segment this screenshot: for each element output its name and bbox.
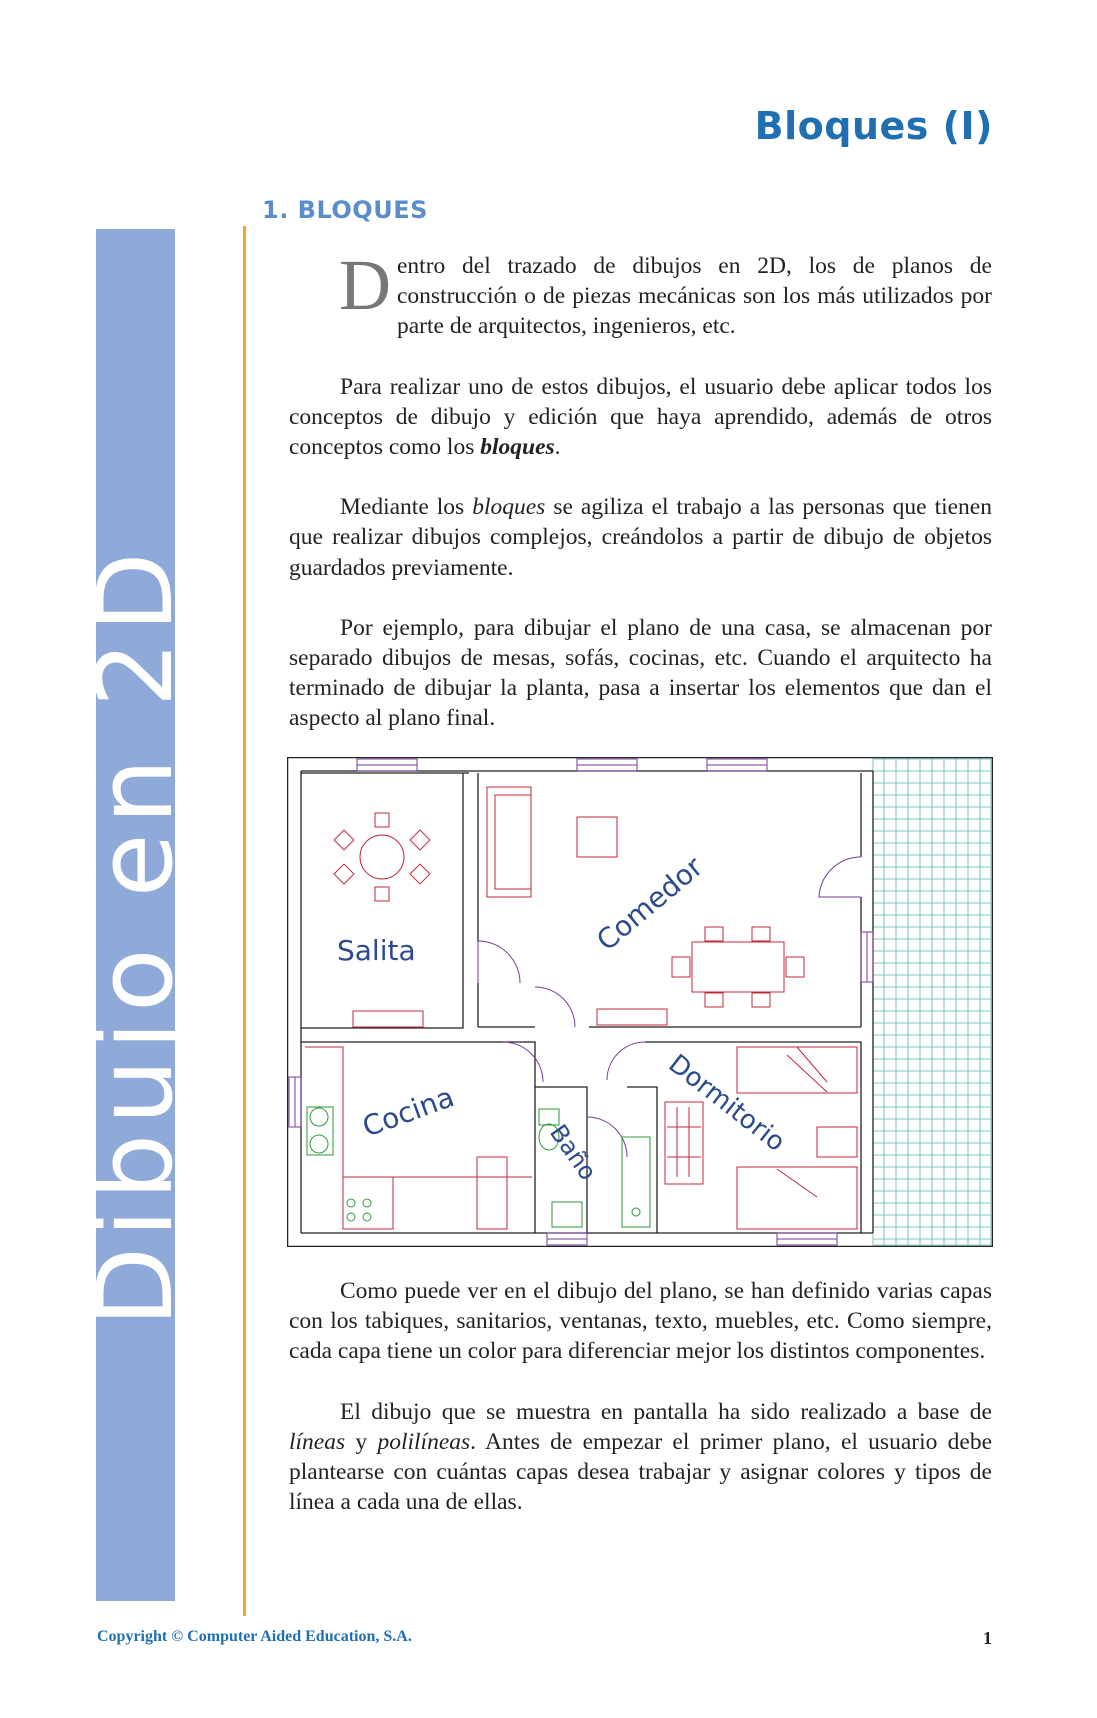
- page-title: Bloques (I): [754, 104, 993, 148]
- section-heading: 1. BLOQUES: [262, 196, 428, 224]
- label-salita: Salita: [337, 934, 416, 967]
- paragraph-4: Por ejemplo, para dibujar el plano de una casa, se almacenan por separado dibujos de mesas, sofás, cocinas, etc. Cuando el arquitecto ha terminado de dibujar la planta, pasa a insertar los elementos que dan el aspecto al plano final.: [289, 614, 992, 732]
- vertical-rule: [243, 226, 246, 1616]
- paragraph-3: Mediante los bloques se agiliza el trabajo a las personas que tienen que realizar dibujos complejos, creándolos a partir de dibujo de objetos guardados previamente.: [289, 494, 992, 581]
- body-text-bottom: [289, 1276, 992, 1547]
- paragraph-5: Como puede ver en el dibujo del plano, se han definido varias capas con los tabiques, sanitarios, ventanas, texto, muebles, etc. Como siempre, cada capa tiene un color para diferenciar mejor los distintos componentes.: [289, 1278, 992, 1365]
- paragraph-6: El dibujo que se muestra en pantalla ha sido realizado a base de líneas y polilíneas. Antes de empezar el primer plano, el usuario debe plantearse con cuántas capas desea trabajar y asignar colores y tipos de línea a cada una de ellas.: [289, 1398, 992, 1516]
- paragraph-2: Para realizar uno de estos dibujos, el usuario debe aplicar todos los conceptos de dibujo y edición que haya aprendido, además de otros conceptos como los bloques.: [289, 373, 992, 461]
- page-number: 1: [983, 1628, 992, 1648]
- terrace-grid: [873, 759, 991, 1245]
- room-labels: [337, 850, 790, 1186]
- label-dormitorio: Dormitorio: [662, 1048, 791, 1158]
- floor-plan-drawing: [287, 757, 993, 1247]
- drop-cap: D: [339, 245, 391, 325]
- paragraph-1: Dentro del trazado de dibujos en 2D, los de planos de construcción o de piezas mecánicas son los más utilizados por parte de arquitectos, ingenieros, etc.: [339, 245, 992, 340]
- label-comedor: Comedor: [590, 850, 710, 958]
- sidebar-vertical-title: Dibujo en 2D: [74, 543, 196, 1327]
- label-bano: Baño: [544, 1119, 603, 1186]
- label-cocina: Cocina: [358, 1080, 459, 1144]
- body-text-top: [289, 245, 992, 764]
- footer-copyright: Copyright © Computer Aided Education, S.A.: [97, 1628, 412, 1645]
